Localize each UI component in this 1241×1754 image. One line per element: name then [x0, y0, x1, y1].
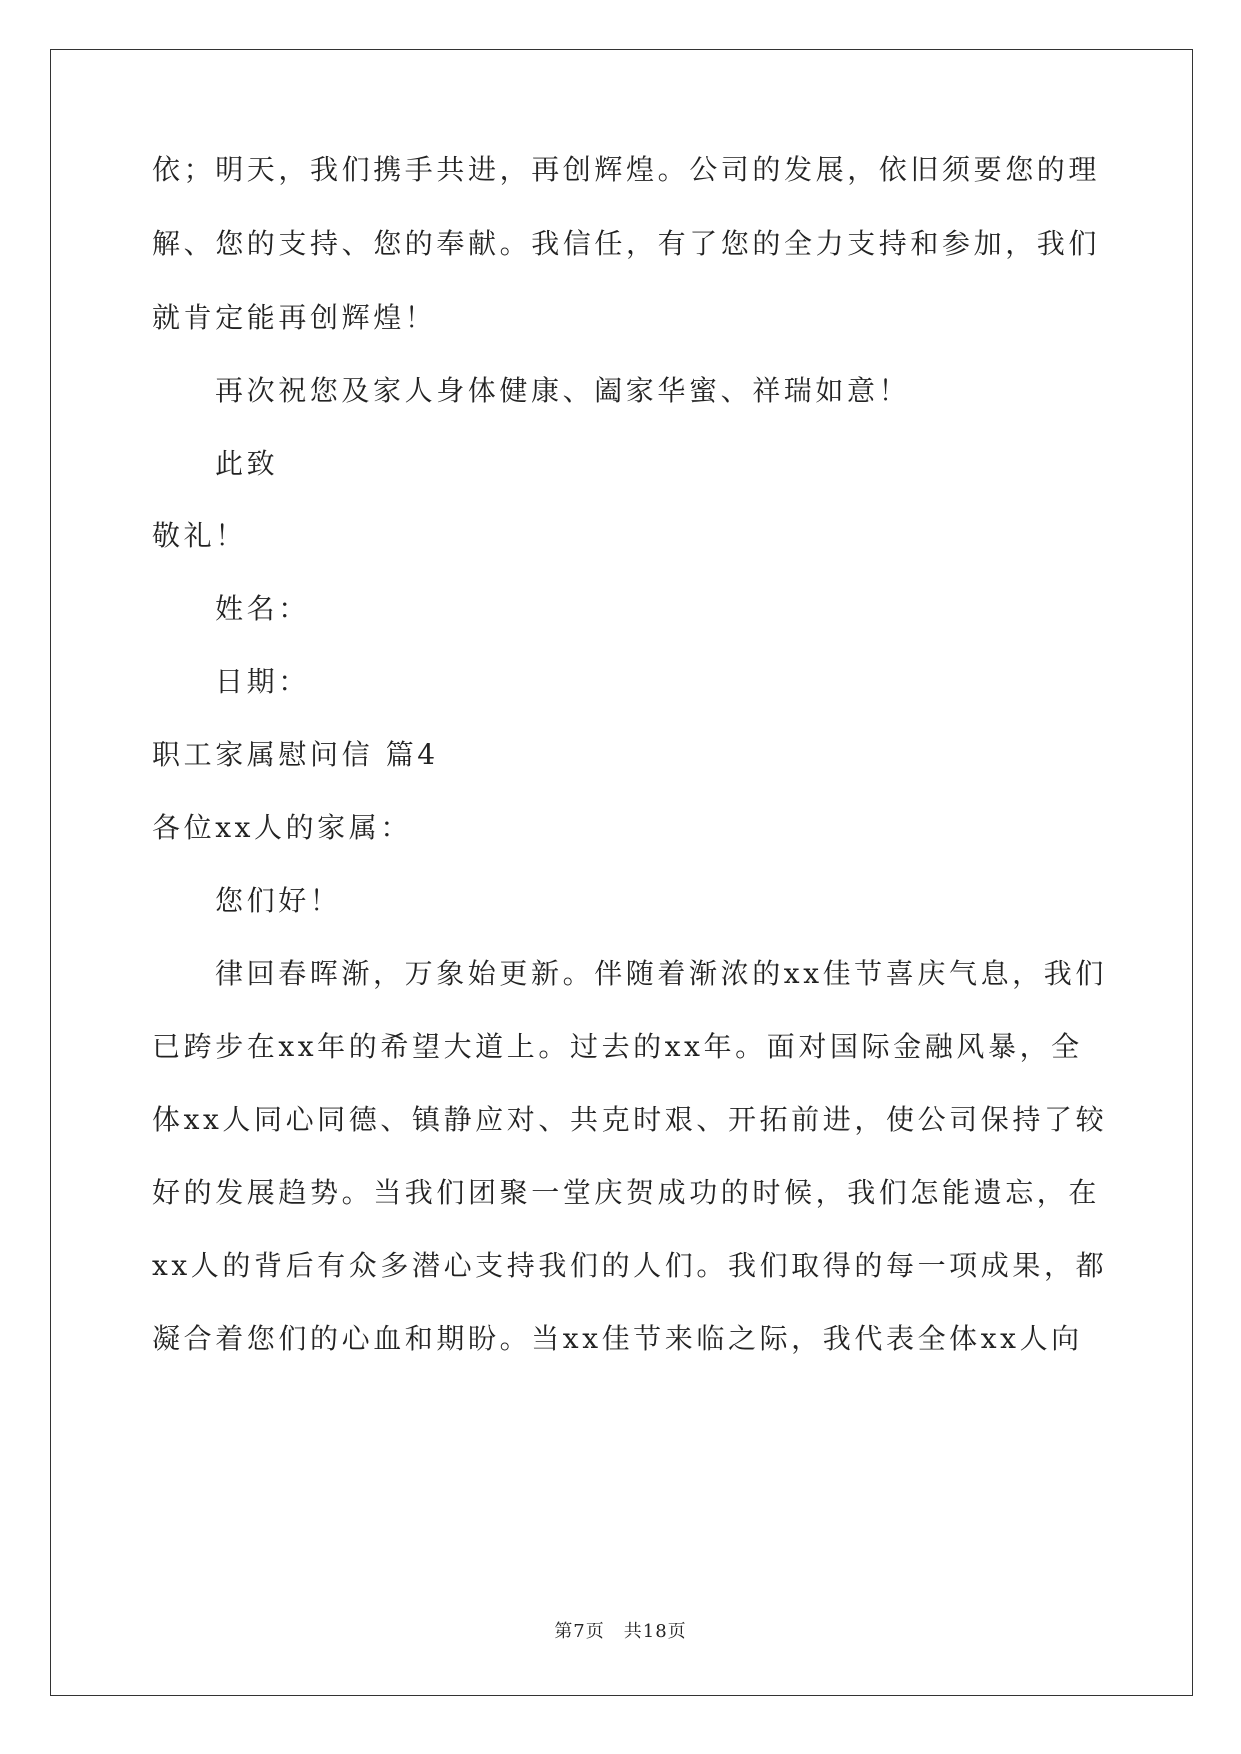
- signature-date-label: 日期：: [215, 665, 310, 698]
- section-heading: 职工家属慰问信 篇4: [152, 738, 439, 771]
- paragraph-line: 好的发展趋势。当我们团聚一堂庆贺成功的时候，我们怎能遗忘，在: [152, 1176, 1101, 1209]
- paragraph-line: 依；明天，我们携手共进，再创辉煌。公司的发展，依旧须要您的理: [152, 153, 1101, 186]
- paragraph-line: 体xx人同心同德、镇静应对、共克时艰、开拓前进，使公司保持了较: [152, 1103, 1108, 1136]
- closing-salutation: 此致: [215, 447, 279, 480]
- page-number: 第7页 共18页: [554, 1621, 687, 1642]
- paragraph-line: 凝合着您们的心血和期盼。当xx佳节来临之际，我代表全体xx人向: [152, 1322, 1083, 1355]
- signature-name-label: 姓名：: [215, 592, 310, 625]
- closing-respect: 敬礼！: [152, 519, 247, 552]
- letter-opening: 您们好！: [215, 884, 342, 917]
- paragraph-line: 再次祝您及家人身体健康、阖家华蜜、祥瑞如意！: [215, 374, 911, 407]
- paragraph-line: 就肯定能再创辉煌！: [152, 301, 437, 334]
- paragraph-line: 解、您的支持、您的奉献。我信任，有了您的全力支持和参加，我们: [152, 227, 1101, 260]
- letter-greeting: 各位xx人的家属：: [152, 811, 412, 844]
- page-frame: [50, 49, 1193, 1696]
- paragraph-line: xx人的背后有众多潜心支持我们的人们。我们取得的每一项成果，都: [152, 1249, 1108, 1282]
- paragraph-line: 已跨步在xx年的希望大道上。过去的xx年。面对国际金融风暴，全: [152, 1030, 1083, 1063]
- paragraph-line: 律回春晖渐，万象始更新。伴随着渐浓的xx佳节喜庆气息，我们: [215, 957, 1107, 990]
